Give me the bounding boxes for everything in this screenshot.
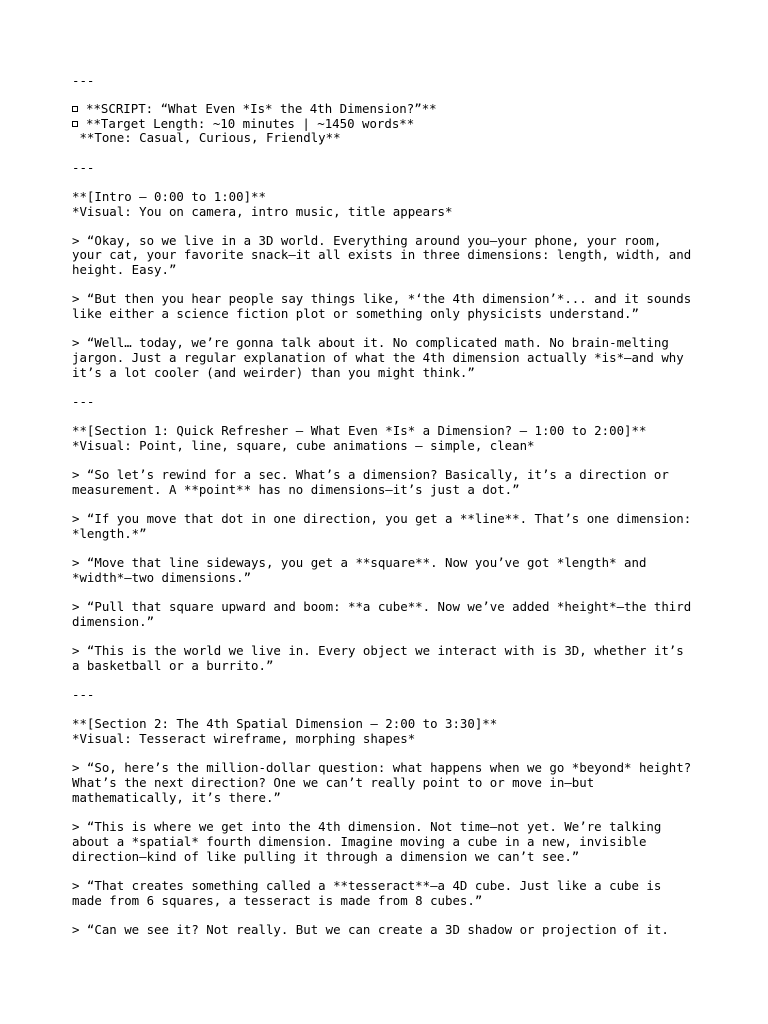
section-heading: **[Intro – 0:00 to 1:00]** [72,189,266,204]
paragraph-line: > “That creates something called a **tesseract**—a 4D cube. Just like a cube is [72,878,662,893]
paragraph-line: *length.*” [72,526,147,541]
paragraph-line: > “But then you hear people say things like, *‘the 4th dimension’*... and it sounds [72,291,692,306]
paragraph-line: dimension.” [72,614,155,629]
paragraph-line: > “If you move that dot in one direction, you get a **line**. That’s one dimension: [72,511,692,526]
paragraph-line: measurement. A **point** has no dimensions—it’s just a dot.” [72,482,520,497]
paragraph-line: jargon. Just a regular explanation of what the 4th dimension actually *is*—and why [72,350,684,365]
paragraph-line: like either a science fiction plot or something only physicists understand.” [72,306,639,321]
section-heading: **[Section 2: The 4th Spatial Dimension – 2:00 to 3:30]** [72,716,498,731]
paragraph-line: > “Pull that square upward and boom: **a cube**. Now we’ve added *height*—the third [72,599,692,614]
paragraph-line: > “This is the world we live in. Every object we interact with is 3D, whether it’s [72,643,684,658]
divider: --- [72,687,95,702]
paragraph-line: > “Move that line sideways, you get a **square**. Now you’ve got *length* and [72,555,647,570]
script-title: **SCRIPT: “What Even *Is* the 4th Dimension?”** [86,101,437,116]
paragraph-line: > “Okay, so we live in a 3D world. Everything around you—your phone, your room, [72,233,662,248]
paragraph-line: direction—kind of like pulling it through a dimension we can’t see.” [72,849,580,864]
paragraph-line: a basketball or a burrito.” [72,658,274,673]
script-title-line [72,102,437,117]
paragraph-line: about a *spatial* fourth dimension. Imagine moving a cube in a new, invisible [72,834,647,849]
visual-note: *Visual: Tesseract wireframe, morphing shapes* [72,731,416,746]
section-heading: **[Section 1: Quick Refresher – What Even *Is* a Dimension? – 1:00 to 2:00]** [72,423,647,438]
paragraph-line: height. Easy.” [72,262,177,277]
paragraph-line: > “This is where we get into the 4th dimension. Not time—not yet. We’re talking [72,819,662,834]
target-length: **Target Length: ~10 minutes | ~1450 words** [86,116,415,131]
visual-note: *Visual: You on camera, intro music, title appears* [72,204,453,219]
paragraph-line: mathematically, it’s there.” [72,790,281,805]
paragraph-line: *width*—two dimensions.” [72,570,252,585]
paragraph-line: > “So, here’s the million-dollar question: what happens when we go *beyond* height? [72,760,692,775]
divider: --- [72,73,95,88]
tone-line: **Tone: Casual, Curious, Friendly** [72,130,341,145]
divider: --- [72,394,95,409]
paragraph-line: it’s a lot cooler (and weirder) than you might think.” [72,365,475,380]
paragraph-line: > “Well… today, we’re gonna talk about it. No complicated math. No brain-melting [72,335,669,350]
paragraph-line: > “So let’s rewind for a sec. What’s a dimension? Basically, it’s a direction or [72,467,669,482]
paragraph-line: made from 6 squares, a tesseract is made from 8 cubes.” [72,893,483,908]
box-glyph-icon [72,106,78,112]
divider: --- [72,160,95,175]
box-glyph-icon [72,121,78,127]
paragraph-line: What’s the next direction? One we can’t really point to or move in—but [72,775,595,790]
paragraph-line: your cat, your favorite snack—it all exists in three dimensions: length, width, and [72,247,692,262]
visual-note: *Visual: Point, line, square, cube animations — simple, clean* [72,438,535,453]
paragraph-line: > “Can we see it? Not really. But we can create a 3D shadow or projection of it. [72,922,669,937]
